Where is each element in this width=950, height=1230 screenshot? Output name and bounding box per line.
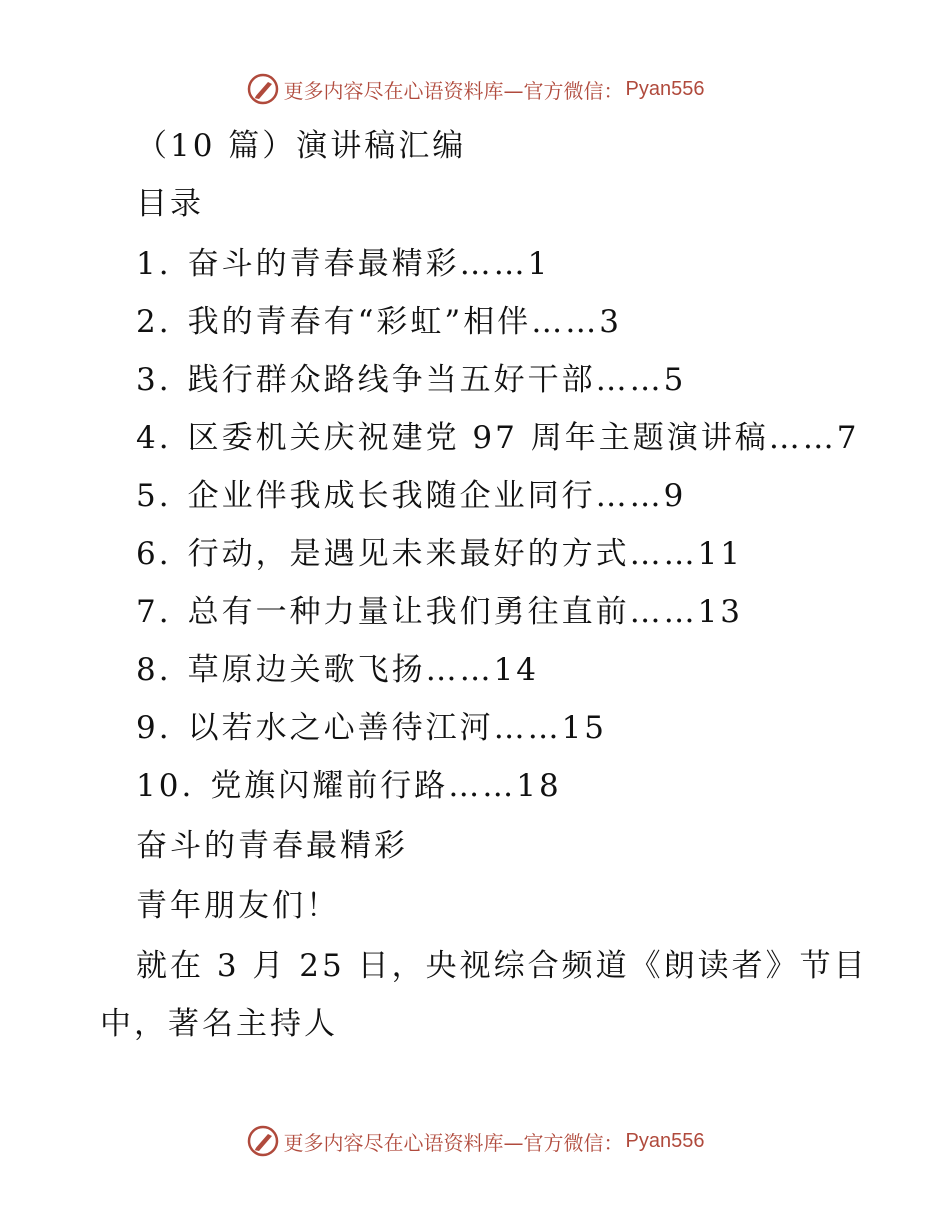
- toc-item-number: 7.: [136, 594, 172, 630]
- watermark-text: 更多内容尽在心语资料库—官方微信：: [283, 1130, 624, 1155]
- toc-item-text: 总有一种力量让我们勇往直前……13: [187, 594, 744, 630]
- toc-item-number: 3.: [136, 362, 172, 398]
- footer-watermark: [0, 1124, 950, 1158]
- toc-item-number: 1.: [136, 246, 172, 282]
- toc-item: [136, 302, 622, 342]
- toc-item-number: 10.: [136, 768, 195, 804]
- body-paragraph-line: 就在 3 月 25 日，央视综合频道《朗读者》节目: [136, 948, 868, 984]
- watermark-wechat-id: Pyan556: [625, 77, 705, 100]
- watermark-wechat-id: Pyan556: [625, 1129, 705, 1152]
- toc-item-text: 行动，是遇见未来最好的方式……11: [187, 536, 744, 572]
- watermark-text: 更多内容尽在心语资料库—官方微信：: [283, 78, 624, 103]
- toc-heading: 目录: [136, 186, 204, 222]
- toc-item: [136, 244, 550, 284]
- toc-item-number: 2.: [136, 304, 172, 340]
- toc-item-text: 草原边关歌飞扬……14: [187, 652, 540, 688]
- toc-item: [136, 534, 743, 574]
- toc-item: [136, 766, 562, 806]
- toc-item: [136, 650, 539, 690]
- toc-item-text: 以若水之心善待江河……15: [187, 710, 608, 746]
- toc-item-text: 践行群众路线争当五好干部……5: [187, 362, 687, 398]
- toc-item: [136, 418, 859, 458]
- toc-item-text: 党旗闪耀前行路……18: [210, 768, 562, 804]
- header-watermark: [0, 72, 950, 106]
- section-title: 奋斗的青春最精彩: [136, 828, 408, 864]
- toc-item-number: 8.: [136, 652, 172, 688]
- toc-item: [136, 592, 743, 632]
- toc-item: [136, 708, 607, 748]
- pen-logo-icon: [246, 1124, 280, 1158]
- pen-logo-icon: [246, 72, 280, 106]
- greeting-text: 青年朋友们！: [136, 888, 340, 924]
- toc-item-text: 企业伴我成长我随企业同行……9: [187, 478, 687, 514]
- toc-item: [136, 360, 686, 400]
- toc-item-number: 9.: [136, 710, 172, 746]
- toc-item-number: 6.: [136, 536, 172, 572]
- toc-item-text: 我的青春有“彩虹”相伴……3: [187, 304, 622, 340]
- body-paragraph-line: 中，著名主持人: [100, 1006, 338, 1042]
- toc-item: [136, 476, 686, 516]
- document-title: （10 篇）演讲稿汇编: [136, 128, 467, 164]
- toc-item-number: 4.: [136, 420, 172, 456]
- toc-item-text: 区委机关庆祝建党 97 周年主题演讲稿……7: [187, 420, 860, 456]
- toc-item-number: 5.: [136, 478, 172, 514]
- toc-item-text: 奋斗的青春最精彩……1: [187, 246, 551, 282]
